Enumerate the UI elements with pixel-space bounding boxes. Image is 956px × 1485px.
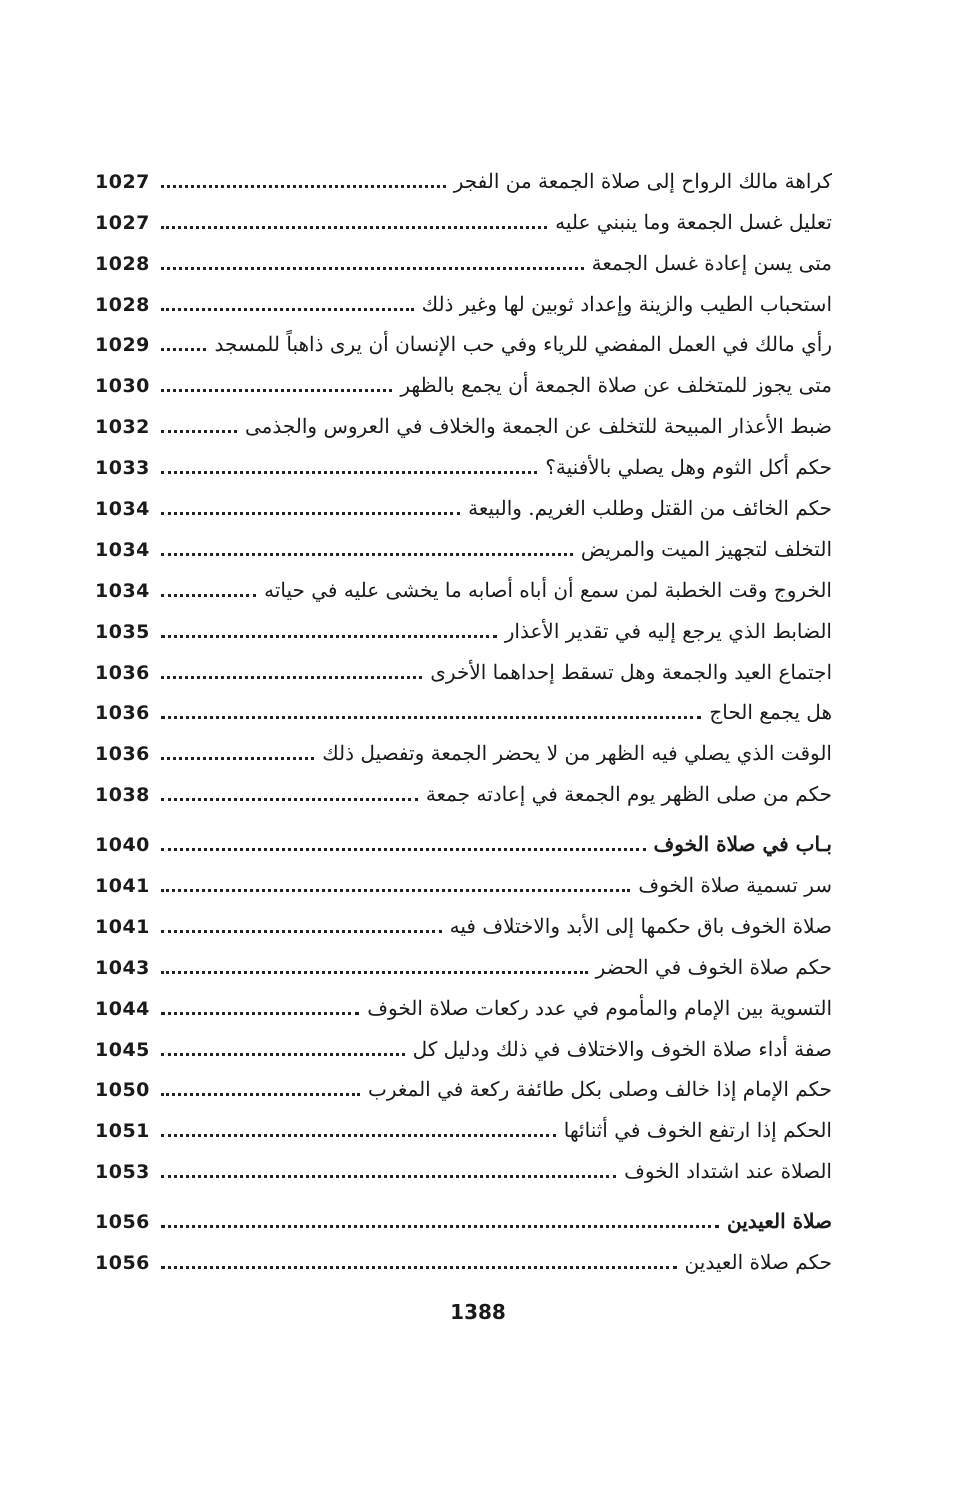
dot-leader [161, 553, 573, 556]
toc-entry-title: سر تسمية صلاة الخوف [638, 873, 832, 898]
toc-entry [95, 524, 832, 565]
toc-entry [95, 1065, 832, 1106]
dot-leader [161, 848, 646, 851]
toc-entry-title: هل يجمع الحاج [709, 700, 832, 725]
toc-entry-page: 1034 [95, 538, 150, 561]
dot-leader [161, 348, 206, 351]
toc-entry [95, 279, 832, 320]
toc-entry-page: 1036 [95, 702, 150, 725]
toc-entry-title: حكم الخائف من القتل وطلب الغريم. والبيعة [468, 496, 832, 521]
toc-entry [95, 860, 832, 901]
toc-entry [95, 197, 832, 238]
toc-entry-title: حكم الإمام إذا خالف وصلى بكل طائفة ركعة في المغرب [368, 1077, 832, 1102]
dot-leader [161, 226, 547, 229]
toc-entry-title: حكم أكل الثوم وهل يصلي بالأفنية؟ [545, 455, 832, 480]
dot-leader [161, 1266, 677, 1269]
dot-leader [161, 635, 497, 638]
toc-entry-title: التسوية بين الإمام والمأموم في عدد ركعات صلاة الخوف [367, 995, 832, 1020]
toc-entry-title: صلاة العيدين [727, 1209, 832, 1234]
toc-entry-page: 1033 [95, 457, 150, 480]
toc-entry [95, 769, 832, 810]
toc-entry-page: 1040 [95, 834, 150, 857]
toc-entry-page: 1044 [95, 997, 150, 1020]
toc-entry [95, 320, 832, 361]
toc-entry [95, 1237, 832, 1278]
toc-entry [95, 483, 832, 524]
toc-entry [95, 565, 832, 606]
toc-entry-title: الحكم إذا ارتفع الخوف في أثنائها [563, 1118, 832, 1143]
toc-entry-title: تعليل غسل الجمعة وما ينبني عليه [555, 209, 832, 234]
dot-leader [161, 757, 314, 760]
toc-entry-title: حكم صلاة العيدين [684, 1250, 832, 1275]
dot-leader [161, 430, 237, 433]
toc-entry-page: 1036 [95, 743, 150, 766]
toc-entry [95, 442, 832, 483]
toc-entry-title: رأي مالك في العمل المفضي للرياء وفي حب الإنسان أن يرى ذاهباً للمسجد [214, 332, 832, 357]
dot-leader [161, 971, 588, 974]
toc-entry-title: صلاة الخوف باق حكمها إلى الأبد والاختلاف فيه [449, 913, 832, 938]
toc-entry-page: 1056 [95, 1252, 150, 1275]
toc-entry [95, 688, 832, 729]
toc-entry [95, 901, 832, 942]
toc-entry-title: الصلاة عند اشتداد الخوف [624, 1159, 832, 1184]
toc-entry-page: 1028 [95, 293, 150, 316]
dot-leader [161, 471, 537, 474]
toc-entry-page: 1035 [95, 620, 150, 643]
table-of-contents [95, 156, 832, 1278]
dot-leader [161, 1093, 360, 1096]
dot-leader [161, 930, 442, 933]
toc-entry-page: 1041 [95, 875, 150, 898]
toc-entry-page: 1034 [95, 498, 150, 521]
toc-entry-title: التخلف لتجهيز الميت والمريض [580, 536, 832, 561]
toc-entry-page: 1028 [95, 252, 150, 275]
toc-entry-page: 1045 [95, 1038, 150, 1061]
toc-entry-title: استحباب الطيب والزينة وإعداد ثوبين لها وغير ذلك [421, 291, 832, 316]
dot-leader [161, 594, 256, 597]
toc-entry [95, 606, 832, 647]
dot-leader [161, 185, 446, 188]
toc-section-heading [95, 1196, 832, 1237]
dot-leader [161, 1012, 359, 1015]
toc-entry-page: 1050 [95, 1079, 150, 1102]
toc-entry-title: صفة أداء صلاة الخوف والاختلاف في ذلك ودليل كل [412, 1036, 832, 1061]
toc-entry-title: متى يجوز للمتخلف عن صلاة الجمعة أن يجمع بالظهر [400, 373, 832, 398]
toc-entry-page: 1032 [95, 416, 150, 439]
toc-entry-title: حكم صلاة الخوف في الحضر [595, 954, 832, 979]
toc-entry [95, 1146, 832, 1187]
toc-entry [95, 942, 832, 983]
toc-entry-title: كراهة مالك الرواح إلى صلاة الجمعة من الفجر [453, 168, 832, 193]
toc-section-heading [95, 819, 832, 860]
toc-entry [95, 983, 832, 1024]
toc-entry-page: 1053 [95, 1161, 150, 1184]
toc-entry [95, 238, 832, 279]
toc-entry-page: 1041 [95, 915, 150, 938]
dot-leader [161, 512, 460, 515]
toc-entry-title: متى يسن إعادة غسل الجمعة [591, 250, 832, 275]
dot-leader [161, 1175, 616, 1178]
toc-entry-title: اجتماع العيد والجمعة وهل تسقط إحداهما الأخرى [430, 659, 832, 684]
dot-leader [161, 1225, 719, 1228]
dot-leader [161, 308, 414, 311]
toc-entry-page: 1056 [95, 1211, 150, 1234]
toc-entry [95, 401, 832, 442]
dot-leader [161, 267, 584, 270]
toc-entry [95, 156, 832, 197]
toc-entry-page: 1036 [95, 661, 150, 684]
toc-entry-page: 1051 [95, 1120, 150, 1143]
toc-entry-title: حكم من صلى الظهر يوم الجمعة في إعادته جمعة [425, 782, 832, 807]
dot-leader [161, 676, 422, 679]
toc-entry [95, 647, 832, 688]
toc-entry [95, 360, 832, 401]
toc-entry [95, 1024, 832, 1065]
toc-entry-page: 1029 [95, 334, 150, 357]
toc-entry-title: بـاب في صلاة الخوف [653, 832, 832, 857]
toc-entry-title: الضابط الذي يرجع إليه في تقدير الأعذار [504, 618, 832, 643]
dot-leader [161, 389, 392, 392]
toc-entry-title: الوقت الذي يصلي فيه الظهر من لا يحضر الجمعة وتفصيل ذلك [322, 741, 832, 766]
page-number: 1388 [450, 1300, 506, 1324]
dot-leader [161, 1053, 405, 1056]
dot-leader [161, 798, 418, 801]
toc-entry-title: الخروج وقت الخطبة لمن سمع أن أباه أصابه ما يخشى عليه في حياته [264, 577, 832, 602]
toc-entry-page: 1027 [95, 170, 150, 193]
dot-leader [161, 716, 701, 719]
toc-entry [95, 728, 832, 769]
toc-entry-page: 1043 [95, 956, 150, 979]
toc-entry-page: 1027 [95, 211, 150, 234]
toc-entry-page: 1034 [95, 579, 150, 602]
toc-entry-title: ضبط الأعذار المبيحة للتخلف عن الجمعة والخلاف في العروس والجذمى [244, 414, 832, 439]
dot-leader [161, 1134, 556, 1137]
toc-entry-page: 1030 [95, 375, 150, 398]
toc-entry-page: 1038 [95, 784, 150, 807]
dot-leader [161, 889, 630, 892]
toc-entry [95, 1105, 832, 1146]
